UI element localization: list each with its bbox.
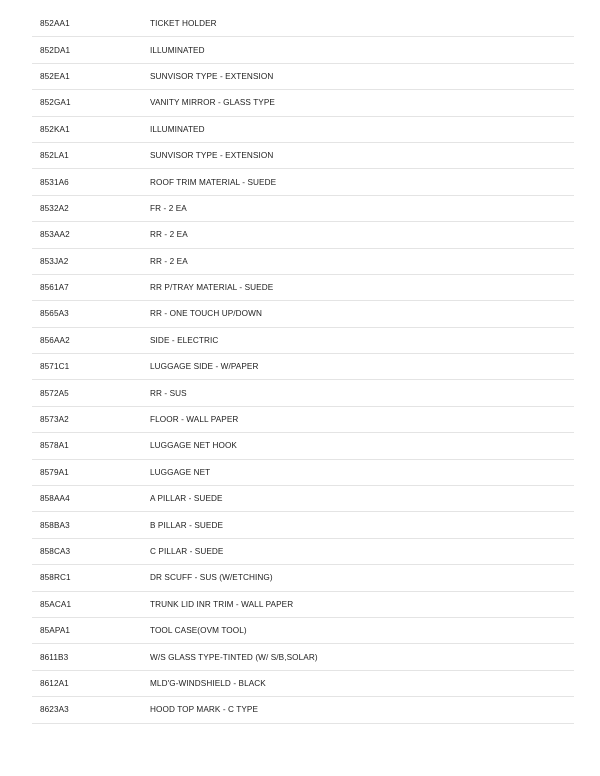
option-description: ROOF TRIM MATERIAL - SUEDE: [150, 177, 277, 187]
option-code: 85ACA1: [40, 599, 72, 609]
table-row: [32, 433, 574, 459]
table-row: [32, 486, 574, 512]
table-row: [32, 249, 574, 275]
options-table: [32, 11, 574, 724]
table-row: [32, 64, 574, 90]
option-code: 858RC1: [40, 573, 71, 583]
table-row: [32, 117, 574, 143]
option-code: 8579A1: [40, 467, 69, 477]
table-row: [32, 592, 574, 618]
option-code: 856AA2: [40, 335, 70, 345]
table-row: [32, 512, 574, 538]
option-description: LUGGAGE NET HOOK: [150, 441, 237, 451]
option-description: RR - ONE TOUCH UP/DOWN: [150, 309, 262, 319]
table-row: [32, 644, 574, 670]
option-code: 8561A7: [40, 283, 69, 293]
table-row: [32, 222, 574, 248]
option-description: ILLUMINATED: [150, 45, 205, 55]
option-description: LUGGAGE SIDE - W/PAPER: [150, 362, 259, 372]
option-code: 8611B3: [40, 652, 69, 662]
table-row: [32, 565, 574, 591]
option-description: TICKET HOLDER: [150, 19, 217, 29]
option-description: VANITY MIRROR - GLASS TYPE: [150, 98, 275, 108]
option-description: MLD'G-WINDSHIELD - BLACK: [150, 678, 266, 688]
option-code: 853AA2: [40, 230, 70, 240]
option-code: 8623A3: [40, 705, 69, 715]
table-row: [32, 169, 574, 195]
option-code: 8578A1: [40, 441, 69, 451]
option-description: B PILLAR - SUEDE: [150, 520, 224, 530]
option-description: ILLUMINATED: [150, 124, 205, 134]
table-row: [32, 354, 574, 380]
option-code: 8531A6: [40, 177, 69, 187]
option-code: 8573A2: [40, 415, 69, 425]
table-row: [32, 380, 574, 406]
option-code: 852LA1: [40, 151, 69, 161]
option-description: RR - 2 EA: [150, 230, 188, 240]
table-row: [32, 196, 574, 222]
option-description: SUNVISOR TYPE - EXTENSION: [150, 151, 274, 161]
option-code: 858AA4: [40, 494, 70, 504]
option-code: 852DA1: [40, 45, 71, 55]
option-code: 8612A1: [40, 678, 69, 688]
option-description: FR - 2 EA: [150, 203, 187, 213]
option-code: 852KA1: [40, 124, 70, 134]
option-description: RR P/TRAY MATERIAL - SUEDE: [150, 283, 274, 293]
option-description: DR SCUFF - SUS (W/ETCHING): [150, 573, 273, 583]
option-description: RR - SUS: [150, 388, 187, 398]
option-code: 858BA3: [40, 520, 70, 530]
table-row: [32, 328, 574, 354]
option-description: TOOL CASE(OVM TOOL): [150, 626, 247, 636]
option-code: 852AA1: [40, 19, 70, 29]
table-row: [32, 460, 574, 486]
table-row: [32, 37, 574, 63]
option-description: SIDE - ELECTRIC: [150, 335, 219, 345]
table-row: [32, 671, 574, 697]
option-description: HOOD TOP MARK - C TYPE: [150, 705, 259, 715]
option-description: SUNVISOR TYPE - EXTENSION: [150, 71, 274, 81]
table-row: [32, 90, 574, 116]
table-row: [32, 11, 574, 37]
option-code: 8571C1: [40, 362, 70, 372]
option-code: 8565A3: [40, 309, 69, 319]
option-description: A PILLAR - SUEDE: [150, 494, 223, 504]
option-code: 8572A5: [40, 388, 69, 398]
table-row: [32, 143, 574, 169]
table-row: [32, 407, 574, 433]
option-description: FLOOR - WALL PAPER: [150, 415, 239, 425]
option-description: RR - 2 EA: [150, 256, 188, 266]
table-row: [32, 539, 574, 565]
option-code: 853JA2: [40, 256, 69, 266]
table-row: [32, 697, 574, 723]
option-description: TRUNK LID INR TRIM - WALL PAPER: [150, 599, 294, 609]
option-code: 852EA1: [40, 71, 70, 81]
option-description: C PILLAR - SUEDE: [150, 547, 224, 556]
option-description: W/S GLASS TYPE-TINTED (W/ S/B,SOLAR): [150, 652, 318, 662]
table-row: [32, 301, 574, 327]
option-description: LUGGAGE NET: [150, 467, 211, 477]
option-code: 85APA1: [40, 626, 71, 636]
option-code: 858CA3: [40, 547, 71, 556]
table-row: [32, 275, 574, 301]
option-code: 8532A2: [40, 203, 69, 213]
table-row: [32, 618, 574, 644]
option-code: 852GA1: [40, 98, 71, 108]
